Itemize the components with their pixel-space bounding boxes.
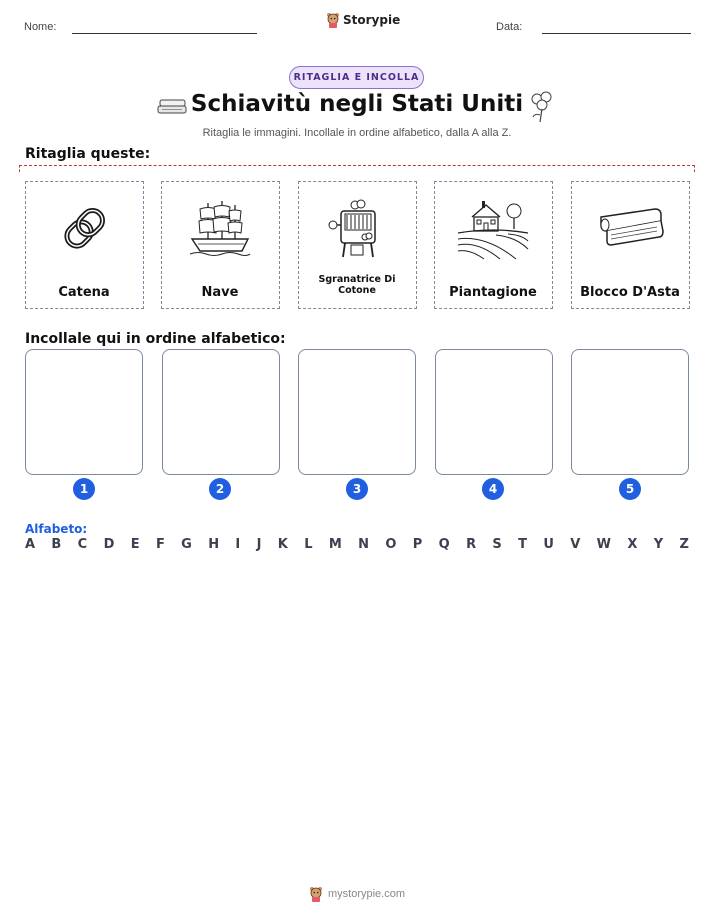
- brand-logo: [326, 12, 400, 28]
- alphabet-letter: N: [358, 537, 370, 552]
- alphabet-heading: Alfabeto:: [25, 522, 88, 536]
- plantation-icon: [456, 197, 530, 261]
- alphabet-letter: U: [543, 537, 554, 552]
- paste-heading: Incollale qui in ordine alfabetico:: [25, 331, 286, 347]
- alphabet-letter: L: [304, 537, 313, 552]
- alphabet-letter: O: [385, 537, 397, 552]
- alphabet-letter: K: [277, 537, 288, 552]
- name-label: Nome:: [24, 21, 57, 33]
- date-label: Data:: [496, 21, 523, 33]
- paste-box-5[interactable]: [571, 349, 689, 475]
- card-label: Blocco D'Asta: [580, 285, 680, 300]
- card-label: Piantagione: [449, 285, 537, 300]
- activity-badge: RITAGLIA E INCOLLA: [289, 66, 424, 89]
- card-label: Catena: [58, 285, 110, 300]
- paste-box-4[interactable]: [435, 349, 553, 475]
- name-line[interactable]: [72, 33, 257, 34]
- alphabet-letter: B: [51, 537, 62, 552]
- cut-card-blocco-asta[interactable]: [571, 181, 690, 309]
- paste-box-2[interactable]: [162, 349, 280, 475]
- alphabet-letter: G: [181, 537, 192, 552]
- footer-url[interactable]: mystorypie.com: [327, 888, 406, 900]
- page-title: Schiavitù negli Stati Uniti: [190, 91, 524, 117]
- brand-name: Storypie: [343, 13, 401, 27]
- alphabet-row: [25, 537, 689, 552]
- alphabet-letter: D: [103, 537, 115, 552]
- alphabet-letter: I: [235, 537, 241, 552]
- cut-card-sgranatrice[interactable]: [298, 181, 417, 309]
- chain-icon: [52, 197, 116, 261]
- paste-box-1[interactable]: [25, 349, 143, 475]
- cut-heading: Ritaglia queste:: [25, 146, 151, 162]
- footer: [0, 886, 714, 902]
- card-label: Sgranatrice Di Cotone: [318, 274, 396, 296]
- alphabet-letter: M: [328, 537, 342, 552]
- date-line[interactable]: [542, 33, 691, 34]
- number-badge-4: 4: [482, 478, 504, 500]
- alphabet-letter: S: [492, 537, 502, 552]
- alphabet-letter: Z: [679, 537, 689, 552]
- alphabet-letter: P: [412, 537, 423, 552]
- bear-mascot-icon: [309, 886, 323, 902]
- alphabet-letter: T: [518, 537, 528, 552]
- number-badge-2: 2: [209, 478, 231, 500]
- cotton-plant-decoration-icon: [528, 91, 556, 123]
- cut-card-piantagione[interactable]: [434, 181, 553, 309]
- number-badge-3: 3: [346, 478, 368, 500]
- cotton-gin-icon: [325, 197, 389, 261]
- alphabet-letter: F: [155, 537, 165, 552]
- cut-card-catena[interactable]: [25, 181, 144, 309]
- cut-card-nave[interactable]: [161, 181, 280, 309]
- alphabet-letter: X: [627, 537, 638, 552]
- alphabet-letter: H: [208, 537, 220, 552]
- ship-icon: [188, 197, 252, 261]
- alphabet-letter: Q: [438, 537, 450, 552]
- alphabet-letter: R: [466, 537, 477, 552]
- card-label: Nave: [201, 285, 239, 300]
- bear-mascot-icon: [326, 12, 340, 28]
- instructions: Ritaglia le immagini. Incollale in ordine alfabetico, dalla A alla Z.: [202, 127, 512, 139]
- alphabet-letter: J: [256, 537, 262, 552]
- alphabet-letter: V: [570, 537, 581, 552]
- number-badge-1: 1: [73, 478, 95, 500]
- alphabet-letter: W: [596, 537, 612, 552]
- alphabet-letter: E: [130, 537, 140, 552]
- alphabet-letter: Y: [653, 537, 664, 552]
- alphabet-letter: C: [77, 537, 88, 552]
- number-badge-5: 5: [619, 478, 641, 500]
- cut-line: [19, 165, 695, 172]
- paste-box-3[interactable]: [298, 349, 416, 475]
- auction-block-icon: [595, 205, 665, 253]
- alphabet-letter: A: [25, 537, 36, 552]
